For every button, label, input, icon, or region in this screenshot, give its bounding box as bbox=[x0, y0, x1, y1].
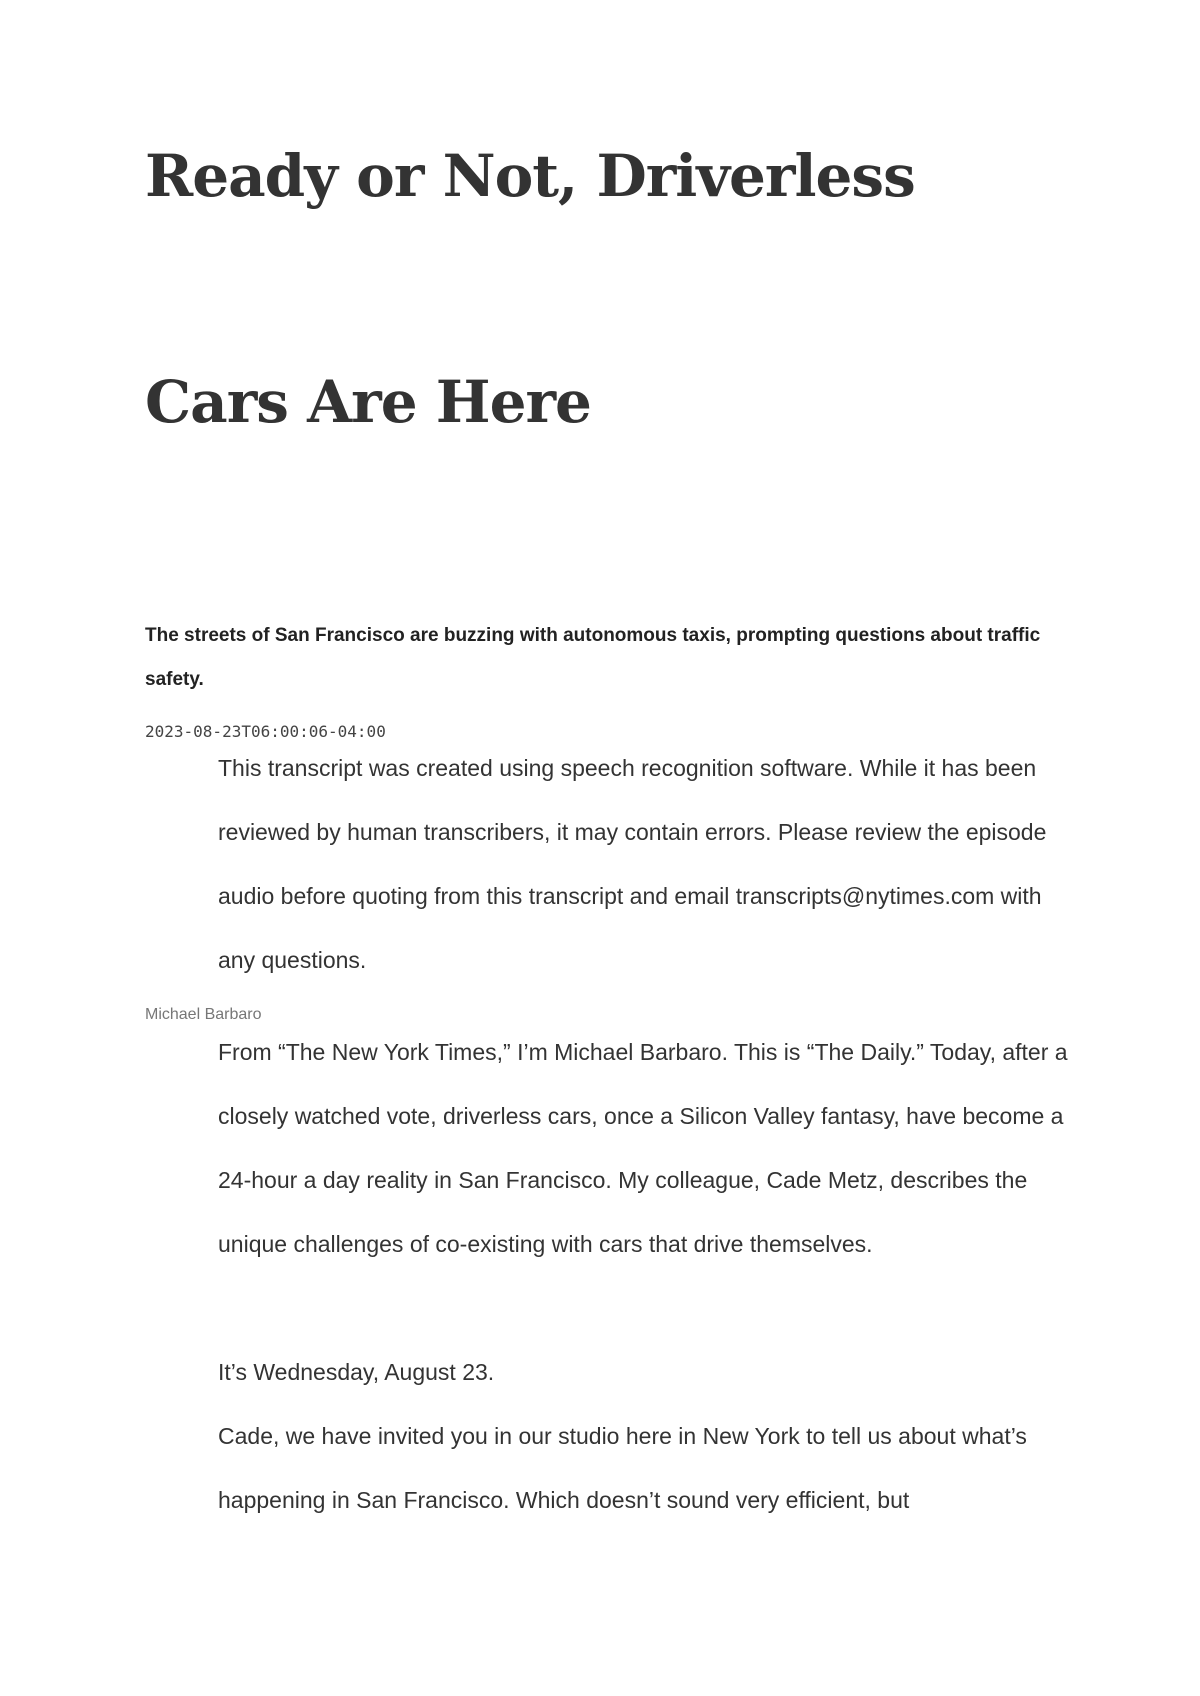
transcript-paragraph: Cade, we have invited you in our studio here in New York to tell us about what’s happening in San Francisco. Which doesn’t sound very efficient, but bbox=[218, 1423, 1027, 1513]
article-title-line-2: Cars Are Here bbox=[145, 368, 591, 436]
publish-timestamp: 2023-08-23T06:00:06-04:00 bbox=[145, 722, 386, 741]
article-summary: The streets of San Francisco are buzzing with autonomous taxis, prompting questions about traffic safety. bbox=[145, 625, 1041, 690]
transcript-paragraph: From “The New York Times,” I’m Michael Barbaro. This is “The Daily.” Today, after a closely watched vote, driverless cars, once a Silicon Valley fantasy, have become a 24-hour a day reality in San Francisco. My colleague, Cade Metz, describes the unique challenges of co-existing with cars that drive themselves. bbox=[218, 1039, 1068, 1257]
speaker-name: Michael Barbaro bbox=[145, 1006, 262, 1023]
article-title-line-1: Ready or Not, Driverless bbox=[145, 142, 915, 210]
transcript-disclaimer: This transcript was created using speech recognition software. While it has been reviewed by human transcribers, it may contain errors. Please review the episode audio before quoting from this transcript and email transcripts@nytimes.com with any questions. bbox=[218, 755, 1047, 973]
transcript-paragraph: It’s Wednesday, August 23. bbox=[218, 1359, 495, 1385]
